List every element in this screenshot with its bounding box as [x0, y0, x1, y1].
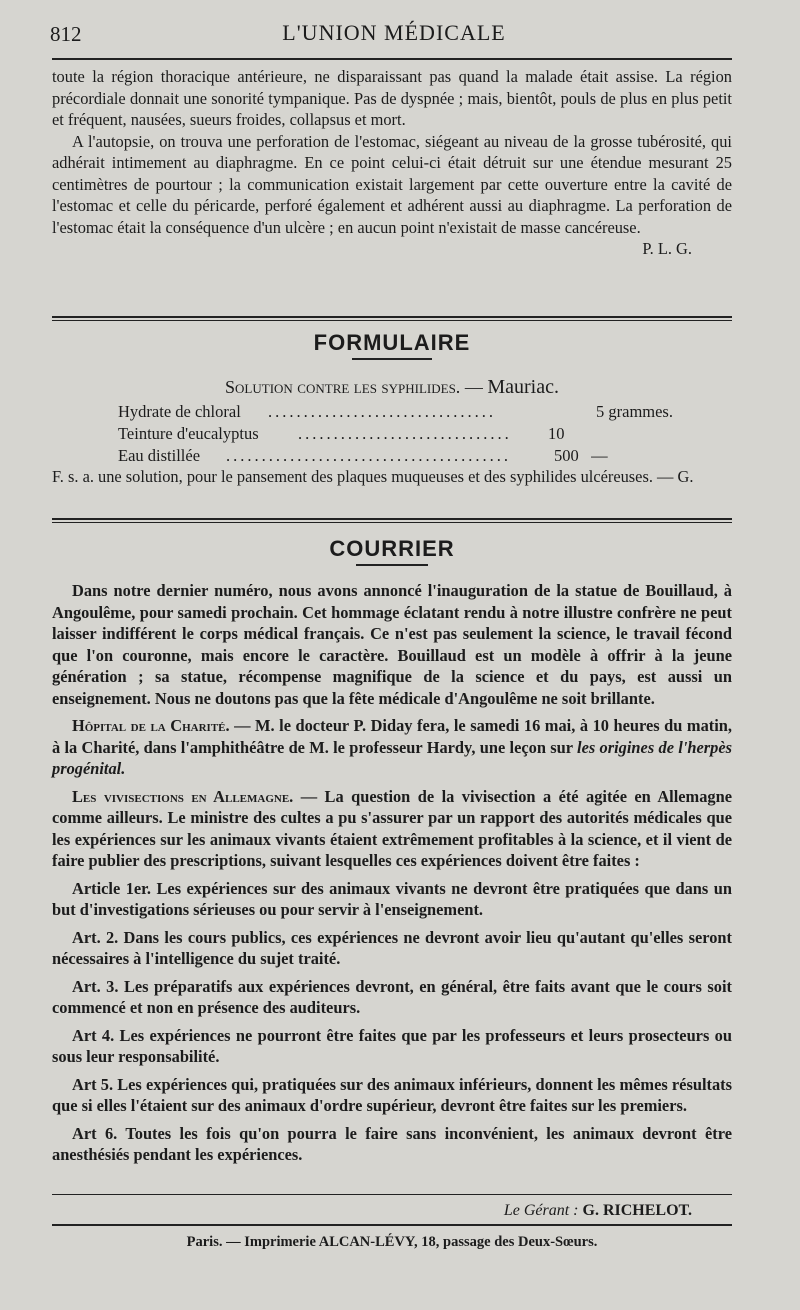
heading-underline — [356, 564, 428, 566]
printer-imprint: Paris. — Imprimerie ALCAN-LÉVY, 18, passage des Deux-Sœurs. — [186, 1234, 598, 1250]
paragraph-lead: Les vivisections en Allemagne. — [72, 786, 294, 806]
ingredient-name: Teinture d'eucalyptus — [118, 424, 259, 443]
article-continuation — [52, 66, 732, 260]
footer-rule — [52, 1224, 732, 1226]
formulaire-heading: FORMULAIRE — [313, 330, 471, 355]
header-rule — [52, 58, 732, 60]
article-item: Art 6. Toutes les fois qu'on pourra le faire sans inconvénient, les animaux devront être anesthésiés pendant les expériences. — [52, 1123, 732, 1164]
article-signature: P. L. G. — [642, 239, 692, 258]
lecture-title: les origines de l'herpès progénital. — [52, 737, 733, 778]
journal-title: L'UNION MÉDICALE — [282, 20, 506, 45]
heading-underline — [352, 358, 432, 360]
recipe-dash: — — [464, 377, 483, 397]
recipe-instructions: F. s. a. une solution, pour le pansement des plaques muqueuses et des syphilides ulcéreuses. — G. — [52, 467, 694, 486]
leader-dots: .............................. — [298, 424, 512, 443]
ingredient-row — [118, 446, 638, 468]
ingredient-quantity: 500 — — [554, 446, 608, 465]
article-paragraph: A l'autopsie, on trouva une perforation de l'estomac, siégeant au niveau de la grosse tubérosité, qui adhérait intimement au diaphragme. En ce point celui-ci était détruit sur une étendue mesurant 25 centimètres de pourtour ; la communication existait largement par cette ouverture entre la cavité de l'estomac et celle du péricarde, perforé également et adhérent aussi au diaphragme. La perforation de l'estomac était la conséquence d'un ulcère ; en aucun point n'existait de masse cancéreuse. — [52, 131, 732, 237]
courrier-heading: COURRIER — [329, 536, 455, 561]
section-rule — [52, 320, 732, 321]
gerant-label: Le Gérant : — [503, 1202, 579, 1219]
recipe-author: Mauriac. — [487, 376, 559, 398]
article-item: Art. 2. Dans les cours publics, ces expériences ne devront avoir lieu qu'autant qu'elles seront nécessaires à l'intelligence du sujet traité. — [52, 927, 732, 968]
page-number: 812 — [50, 22, 82, 46]
ingredient-row — [118, 402, 673, 424]
leader-dots: ................................ — [268, 402, 496, 421]
section-rule — [52, 316, 732, 318]
leader-dots: ........................................ — [226, 446, 511, 465]
ingredient-name: Eau distillée — [118, 446, 201, 465]
ingredient-row — [118, 424, 638, 446]
article-item: Art 4. Les expériences ne pourront être faites que par les professeurs et leurs prosecteurs ou sous leur responsabilité. — [52, 1025, 732, 1066]
footer-rule — [52, 1194, 732, 1195]
courrier-paragraph: Dans notre dernier numéro, nous avons annoncé l'inauguration de la statue de Bouillaud, à Angoulême, pour samedi prochain. Cet hommage éclatant rendu à notre illustre confrère ne peut laisser indifférent le corps médical français. Ce n'est pas seulement la science, le travail fécond que l'on couronne, mais encore le caractère. Bouillaud est un modèle à offrir à la jeune génération ; sa statue, récompense magnifique de la science et du pays, est aussi un enseignement. Nous ne doutons pas que la fête médicale d'Angoulême ne soit brillante. — [52, 581, 732, 708]
running-header — [50, 20, 738, 50]
recipe-name: Solution contre les syphilides. — [225, 377, 461, 397]
section-rule — [52, 518, 732, 520]
gerant-name: G. RICHELOT. — [582, 1202, 692, 1219]
article-item: Art 5. Les expériences qui, pratiquées sur des animaux inférieurs, donnent les mêmes résultats que si elles l'étaient sur des animaux d'ordre supérieur, devront être faites sur les premiers. — [52, 1074, 732, 1115]
courrier-body — [52, 580, 732, 1172]
paragraph-text: — La question de la vivisection a été agitée en Allemagne comme ailleurs. Le ministre des cultes a pu s'assurer par un rapport des autorités médicales que les expériences sur les animaux vivants étaient extrêmement profitables à la science, et il vient de faire publier des prescriptions, suivant lesquelles ces expériences doivent être faites : — [52, 786, 732, 870]
ingredient-name: Hydrate de chloral — [118, 402, 241, 421]
paragraph-lead: Hôpital de la Charité. — [72, 716, 230, 735]
courrier-paragraph — [52, 715, 732, 780]
article-item: Art. 3. Les préparatifs aux expériences devront, en général, être faits avant que le cours soit commencé et non en présence des auditeurs. — [52, 976, 732, 1017]
recipe-title — [52, 376, 732, 399]
paragraph-text: — M. le docteur P. Diday fera, le samedi 16 mai, à 10 heures du matin, à la Charité, dans l'amphithéâtre de M. le professeur Hardy, une leçon sur — [52, 716, 732, 757]
gerant-signature — [52, 1202, 692, 1220]
article-item: Article 1er. Les expériences sur des animaux vivants ne devront être pratiquées que dans un but d'investigations sérieuses ou pour servir à l'enseignement. — [52, 878, 732, 919]
section-rule — [52, 522, 732, 523]
article-paragraph: toute la région thoracique antérieure, ne disparaissant pas quand la malade était assise. La région précordiale donnait une sonorité tympanique. Pas de dyspnée ; mais, bientôt, pouls de plus en plus petit et fréquent, nausées, sueurs froides, collapsus et mort. — [52, 67, 732, 129]
ingredient-quantity: 5 grammes. — [596, 402, 673, 421]
courrier-paragraph — [52, 786, 732, 872]
ingredient-quantity: 10 — [548, 424, 565, 443]
